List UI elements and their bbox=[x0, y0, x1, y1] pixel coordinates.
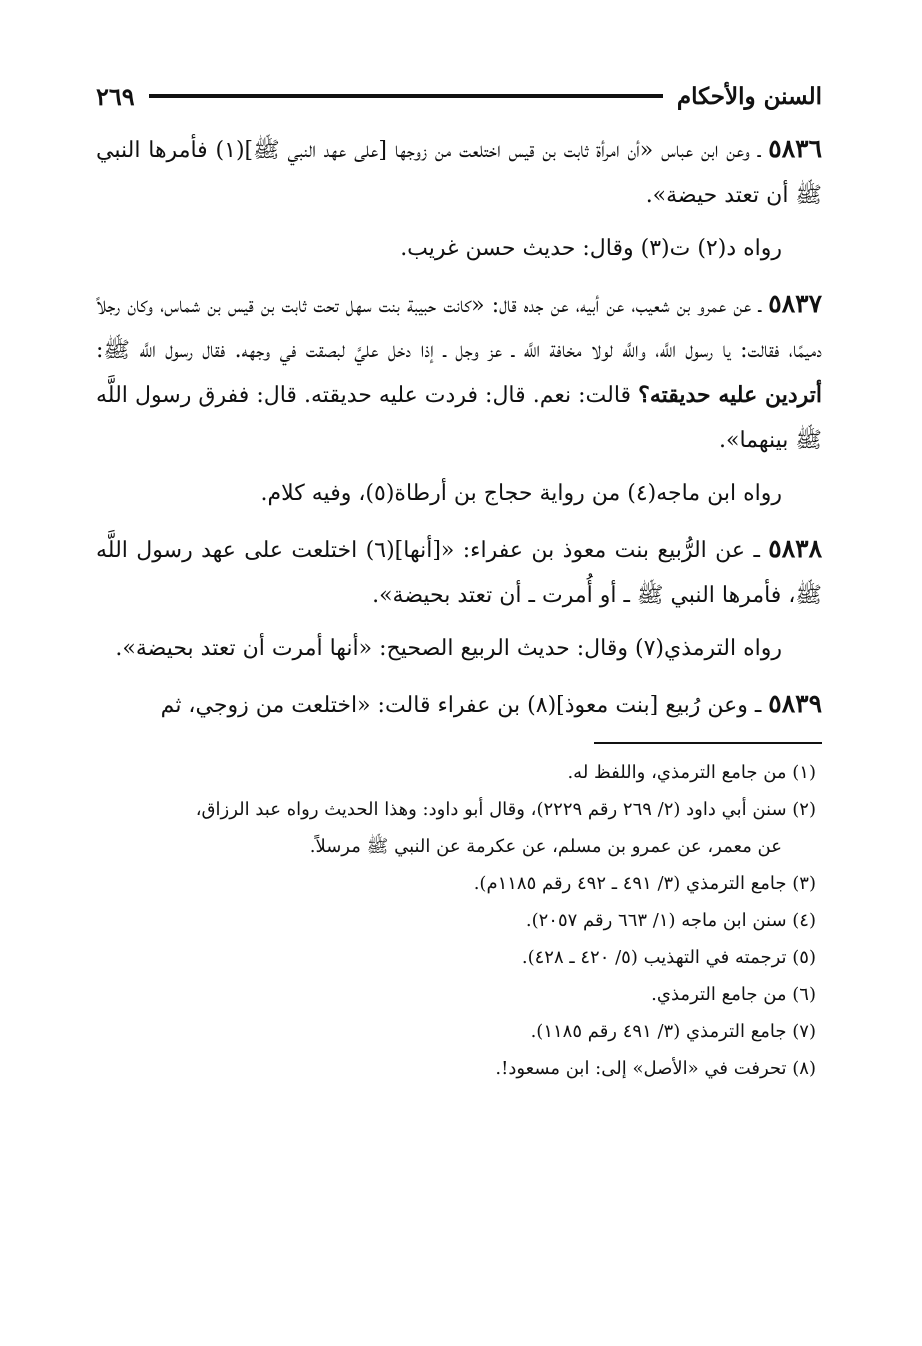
main-text bbox=[96, 126, 822, 728]
narration-note: رواه ابن ماجه(٤) من رواية حجاج بن أرطاة(٥)، وفيه كلام. bbox=[260, 481, 782, 506]
hadith-entry-5837 bbox=[96, 281, 822, 463]
footnote-continuation: عن معمر، عن عمرو بن مسلم، عن عكرمة عن النبي ﷺ مرسلاً. bbox=[309, 836, 782, 857]
footnote-7 bbox=[96, 1013, 816, 1050]
hadith-text: ـ وعن ابن عباس «أن امرأة ثابت بن قيس اختلعت من زوجها [على عهد النبي ﷺ](١) فأمرها النبي ﷺ أن تعتد حيضة». bbox=[96, 138, 822, 208]
footnote-3 bbox=[96, 865, 816, 902]
footnote-1 bbox=[96, 754, 816, 791]
footnote-text: (٦) من جامع الترمذي. bbox=[651, 984, 816, 1005]
hadith-entry-5838 bbox=[96, 526, 822, 618]
footnote-5 bbox=[96, 939, 816, 976]
hadith-text: ـ وعن رُبيع [بنت معوذ](٨) بن عفراء قالت: «اختلعت من زوجي، ثم bbox=[160, 693, 769, 718]
footnote-separator bbox=[594, 742, 822, 744]
footnote-text: (٢) سنن أبي داود (٢/ ٢٦٩ رقم ٢٢٢٩)، وقال أبو داود: وهذا الحديث رواه عبد الرزاق، bbox=[195, 799, 816, 820]
page-header bbox=[96, 74, 822, 118]
narration-note: رواه الترمذي(٧) وقال: حديث الربيع الصحيح: «أنها أمرت أن تعتد بحيضة». bbox=[115, 636, 782, 661]
hadith-number: ٥٨٣٦ bbox=[768, 134, 822, 163]
hadith-text: ـ عن عمرو بن شعيب، عن أبيه، عن جده قال: «كانت حبيبة بنت سهل تحت ثابت بن قيس بن شماس، وكان رجلاً دميمًا، فقالت: يا رسول اللَّه، واللَّه لولا مخافة اللَّه ـ عز وجل ـ إذا دخل عليَّ لبصقت في وجهه. فقال رسول اللَّه ﷺ: bbox=[96, 293, 822, 363]
header-rule bbox=[149, 94, 663, 98]
footnote-text: (٤) سنن ابن ماجه (١/ ٦٦٣ رقم ٢٠٥٧). bbox=[525, 910, 816, 931]
hadith-text-continued: قالت: نعم. قال: فردت عليه حديقته. قال: ففرق رسول اللَّه ﷺ بينهما». bbox=[96, 383, 822, 453]
hadith-number: ٥٨٣٨ bbox=[768, 534, 822, 563]
footnote-text: (٥) ترجمته في التهذيب (٥/ ٤٢٠ ـ ٤٢٨). bbox=[521, 947, 816, 968]
footnote-text: (٣) جامع الترمذي (٣/ ٤٩١ ـ ٤٩٢ رقم ١١٨٥م). bbox=[473, 873, 816, 894]
running-title: السنن والأحكام bbox=[676, 82, 822, 110]
footnote-4 bbox=[96, 902, 816, 939]
footnotes bbox=[96, 754, 822, 1087]
footnote-text: (٧) جامع الترمذي (٣/ ٤٩١ رقم ١١٨٥). bbox=[530, 1021, 816, 1042]
hadith-entry-5836 bbox=[96, 126, 822, 218]
page-number: ٢٦٩ bbox=[96, 81, 135, 111]
prophet-quote: أتردين عليه حديقته؟ bbox=[638, 382, 822, 408]
hadith-text: ـ عن الرُّبيع بنت معوذ بن عفراء: «[أنها](٦) اختلعت على عهد رسول اللَّه ﷺ، فأمرها النبي ﷺ ـ أو أُمرت ـ أن تعتد بحيضة». bbox=[96, 538, 822, 608]
narration-note: رواه د(٢) ت(٣) وقال: حديث حسن غريب. bbox=[400, 236, 782, 261]
hadith-number: ٥٨٣٧ bbox=[768, 289, 822, 318]
footnote-6 bbox=[96, 976, 816, 1013]
hadith-entry-5839 bbox=[96, 681, 822, 728]
footnote-8 bbox=[96, 1050, 816, 1087]
footnote-text: (١) من جامع الترمذي، واللفظ له. bbox=[567, 762, 816, 783]
footnote-text: (٨) تحرفت في «الأصل» إلى: ابن مسعود!. bbox=[495, 1058, 816, 1079]
hadith-number: ٥٨٣٩ bbox=[768, 689, 822, 718]
footnote-2 bbox=[96, 791, 816, 865]
